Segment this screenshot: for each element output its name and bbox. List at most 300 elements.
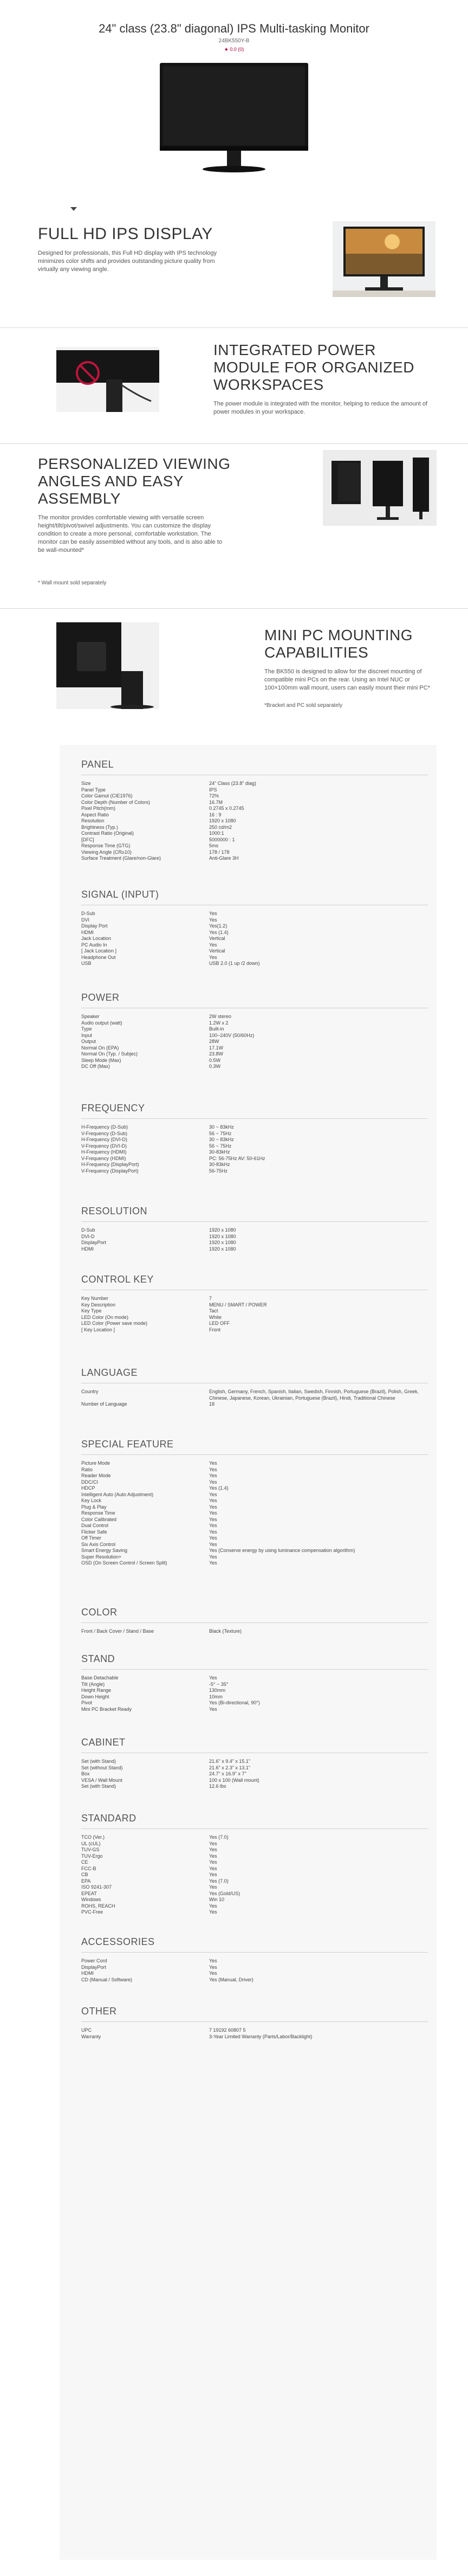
spec-row — [81, 1891, 428, 1897]
spec-value: Yes — [209, 1859, 217, 1865]
spec-label: V-Frequency (DisplayPort) — [81, 1168, 139, 1174]
spec-label: V-Frequency (D-Sub) — [81, 1130, 128, 1136]
spec-value: 10mm — [209, 1693, 223, 1699]
spec-row — [81, 1523, 428, 1529]
spec-value: 12.6 lbs — [209, 1783, 226, 1789]
spec-row — [81, 1051, 428, 1058]
spec-row — [81, 948, 428, 955]
feature-title-line-2: CAPABILITIES — [264, 644, 369, 661]
spec-row — [81, 1124, 428, 1131]
spec-row — [81, 1771, 428, 1778]
spec-value: Yes — [209, 911, 217, 916]
spec-row — [81, 2027, 428, 2034]
spec-row — [81, 1026, 428, 1033]
spec-row — [81, 1909, 428, 1916]
office-monitor-image — [333, 221, 435, 297]
spec-value: 17.1W — [209, 1045, 224, 1051]
spec-label: Set (with Stand) — [81, 1783, 116, 1789]
spec-value: Yes — [209, 1909, 217, 1915]
feature-title-line-3: ASSEMBLY — [38, 490, 121, 507]
spec-power — [81, 992, 428, 1070]
spec-label: Ratio — [81, 1466, 93, 1472]
spec-label: H-Frequency (D-Sub) — [81, 1124, 128, 1130]
spec-value: Tact — [209, 1308, 218, 1313]
spec-value: Yes — [209, 1460, 217, 1466]
spec-label: Windows — [81, 1897, 101, 1902]
feature-description: The monitor provides comfortable viewing with versatile screen height/tilt/pivot/swivel adjustments. You can customize the display condition to create a more personal, comfortable workstation. The monitor can be easily assembled without any tools, and is also able to be wall-mounted* — [38, 514, 222, 553]
spec-value: 56-75Hz — [209, 1168, 228, 1174]
spec-section-title: POWER — [81, 992, 120, 1003]
spec-value: Yes(1.2) — [209, 923, 227, 929]
spec-row — [81, 1535, 428, 1542]
spec-value: English, Germany, French, Spanish, Italian, Swedish, Finnish, Portuguese (Brazil), Polish, Greek, Chinese, Japanese, Korean, Ukrainian, Portuguese (Brazil), Hindi, Traditional Chinese — [209, 1389, 419, 1401]
spec-label: [ Jack Location ] — [81, 948, 117, 954]
spec-label: Off Timer — [81, 1535, 101, 1541]
spec-label: Flicker Safe — [81, 1529, 107, 1535]
spec-label: Pixel Pitch(mm) — [81, 806, 116, 811]
spec-value: 0.2745 x 0.2745 — [209, 806, 244, 811]
spec-value: 16.7M — [209, 799, 223, 805]
spec-value: Built-in — [209, 1026, 224, 1032]
spec-label: HDMI — [81, 1970, 94, 1976]
spec-label: OSD (On Screen Control / Screen Split) — [81, 1560, 167, 1566]
spec-label: V-Frequency (DVI-D) — [81, 1143, 127, 1149]
spec-value: 21.6" x 9.4" x 15.1" — [209, 1759, 251, 1764]
feature-power-module — [0, 331, 468, 450]
spec-row — [81, 1162, 428, 1168]
spec-row — [81, 1302, 428, 1309]
spec-value: Yes — [209, 1554, 217, 1560]
spec-row — [81, 1759, 428, 1765]
spec-resolution — [81, 1206, 428, 1252]
spec-label: Display Port — [81, 923, 108, 929]
spec-value: Yes — [209, 1504, 217, 1510]
feature-title-line-2: ANGLES AND EASY — [38, 473, 184, 490]
spec-label: Set (without Stand) — [81, 1764, 123, 1770]
spec-label: Response Time (GTG) — [81, 843, 131, 848]
spec-label: DVI-D — [81, 1233, 95, 1239]
spec-rows — [81, 1628, 428, 1635]
spec-value: Black (Texture) — [209, 1628, 242, 1634]
spec-value: Yes — [209, 1491, 217, 1497]
spec-row — [81, 1903, 428, 1910]
spec-value: Yes — [209, 917, 217, 923]
power-module-image — [56, 347, 159, 412]
spec-value: Anti-Glare 3H — [209, 855, 239, 861]
product-rating[interactable]: ★ 0.0 (0) — [224, 47, 244, 52]
spec-label: Mini PC Bracket Ready — [81, 1706, 132, 1712]
spec-row — [81, 1700, 428, 1706]
spec-standard — [81, 1813, 428, 1916]
spec-divider — [81, 1454, 428, 1455]
spec-value: Yes (Conserve energy by using luminance compensation algorithm) — [209, 1548, 355, 1553]
spec-row — [81, 942, 428, 949]
spec-value: 100 x 100 (Wall mount) — [209, 1777, 259, 1783]
spec-value: 23.8W — [209, 1051, 224, 1057]
spec-label: Picture Mode — [81, 1460, 110, 1466]
spec-label: Power Cord — [81, 1958, 107, 1963]
spec-rows — [81, 1834, 428, 1916]
spec-accessories — [81, 1936, 428, 1983]
spec-row — [81, 1970, 428, 1977]
spec-section-title: SPECIAL FEATURE — [81, 1439, 174, 1450]
spec-row — [81, 1554, 428, 1561]
spec-row — [81, 1149, 428, 1156]
spec-value: 2W stereo — [209, 1014, 232, 1019]
spec-row — [81, 1033, 428, 1039]
spec-row — [81, 1308, 428, 1315]
spec-row — [81, 1058, 428, 1064]
spec-label: Tilt (Angle) — [81, 1681, 105, 1687]
spec-rows — [81, 1389, 428, 1408]
spec-rows — [81, 1014, 428, 1070]
spec-label: Aspect Ratio — [81, 812, 109, 817]
spec-label: D-Sub — [81, 1227, 95, 1233]
spec-row — [81, 1682, 428, 1688]
spec-section-title: CONTROL KEY — [81, 1274, 154, 1285]
spec-rows — [81, 781, 428, 862]
feature-description: The power module is integrated with the monitor, helping to reduce the amount of power modules in your workspace. — [213, 401, 428, 415]
spec-label: Height Range — [81, 1688, 112, 1693]
spec-row — [81, 1765, 428, 1772]
spec-row — [81, 1137, 428, 1143]
spec-row — [81, 818, 428, 825]
spec-label: Front / Back Cover / Stand / Base — [81, 1628, 154, 1634]
spec-value: Yes — [209, 1529, 217, 1535]
feature-title-line-3: WORKSPACES — [213, 376, 324, 393]
spec-label: Pivot — [81, 1700, 93, 1705]
spec-row — [81, 1485, 428, 1492]
spec-row — [81, 837, 428, 843]
spec-row — [81, 1510, 428, 1517]
spec-row — [81, 1401, 428, 1408]
spec-label: Size — [81, 781, 91, 786]
spec-label: Sleep Mode (Max) — [81, 1057, 121, 1063]
spec-value: 30-83kHz — [209, 1149, 230, 1155]
spec-section-title: FREQUENCY — [81, 1103, 145, 1113]
spec-value: 56 ~ 75Hz — [209, 1143, 232, 1149]
feature-viewing-angles — [0, 450, 468, 613]
spec-label: Color Gamut (CIE1976) — [81, 793, 133, 798]
section-divider — [0, 443, 468, 444]
feature-title-line-2: MODULE FOR ORGANIZED — [213, 359, 414, 376]
spec-rows — [81, 1296, 428, 1333]
spec-row — [81, 1897, 428, 1903]
spec-value: Win 10 — [209, 1897, 225, 1902]
spec-language — [81, 1367, 428, 1408]
spec-row — [81, 1977, 428, 1983]
spec-row — [81, 1143, 428, 1150]
feature-title-line-1: INTEGRATED POWER — [213, 342, 376, 358]
spec-label: H-Frequency (DVI-D) — [81, 1137, 128, 1142]
spec-label: CB — [81, 1872, 88, 1877]
spec-value: Yes (1.4) — [209, 929, 229, 935]
spec-row — [81, 1688, 428, 1694]
spec-label: CD (Manual / Software) — [81, 1976, 133, 1982]
spec-row — [81, 1560, 428, 1567]
spec-value: -5° ~ 35° — [209, 1681, 229, 1687]
spec-row — [81, 1234, 428, 1240]
spec-value: 30 ~ 83kHz — [209, 1137, 234, 1142]
spec-label: Response Time — [81, 1510, 115, 1516]
spec-label: Plug & Play — [81, 1504, 107, 1510]
spec-value: MENU / SMART / POWER — [209, 1302, 267, 1308]
spec-label: Color Depth (Number of Colors) — [81, 799, 151, 805]
spec-value: 0.3W — [209, 1064, 221, 1069]
spec-label: Base Detachable — [81, 1675, 119, 1680]
spec-row — [81, 830, 428, 837]
spec-label: [DFC] — [81, 836, 94, 842]
spec-label: V-Frequency (HDMI) — [81, 1155, 126, 1161]
spec-label: ROHS, REACH — [81, 1903, 115, 1909]
spec-section-title: RESOLUTION — [81, 1206, 148, 1216]
spec-row — [81, 1529, 428, 1536]
spec-label: Panel Type — [81, 787, 106, 793]
spec-row — [81, 1847, 428, 1853]
spec-value: Yes — [209, 1675, 217, 1680]
spec-value: Yes (7.0) — [209, 1878, 229, 1884]
spec-value: USB 2.0 (1 up /2 down) — [209, 961, 260, 966]
spec-row — [81, 1479, 428, 1486]
spec-section-title: COLOR — [81, 1607, 118, 1618]
spec-label: Jack Location — [81, 936, 112, 941]
spec-label: CE — [81, 1859, 88, 1865]
spec-row — [81, 1783, 428, 1790]
feature-title-line-1: MINI PC MOUNTING — [264, 627, 413, 643]
spec-value: Yes (Bi-directional, 90°) — [209, 1700, 260, 1705]
spec-row — [81, 1045, 428, 1052]
spec-row — [81, 1321, 428, 1327]
feature-description: The BK550 is designed to allow for the discreet mounting of compatible mini PCs on the rear. Using an Intel NUC or 100×100mm wall mount, users can easily mount their mini PC* — [264, 668, 430, 691]
spec-signal-input — [81, 889, 428, 967]
spec-section-title: ACCESSORIES — [81, 1936, 155, 1947]
spec-row — [81, 1675, 428, 1682]
spec-row — [81, 1517, 428, 1523]
spec-value: PC: 56-75Hz AV: 50-61Hz — [209, 1155, 265, 1161]
spec-row — [81, 1296, 428, 1302]
spec-value: Yes — [209, 1498, 217, 1503]
spec-label: Box — [81, 1771, 90, 1776]
spec-row — [81, 1706, 428, 1713]
spec-value: 16 : 9 — [209, 812, 222, 817]
spec-label: H-Frequency (DisplayPort) — [81, 1162, 139, 1167]
spec-label: Number of Language — [81, 1401, 127, 1407]
spec-row — [81, 1841, 428, 1847]
spec-label: Contrast Ratio (Original) — [81, 830, 134, 836]
spec-label: Viewing Angle (CR≥10) — [81, 849, 132, 855]
spec-value: Yes — [209, 1958, 217, 1963]
spec-value: IPS — [209, 787, 217, 793]
spec-rows — [81, 1460, 428, 1567]
spec-row — [81, 1504, 428, 1511]
spec-value: 7 — [209, 1296, 212, 1301]
spec-label: TUV-GS — [81, 1847, 100, 1852]
spec-label: Speaker — [81, 1014, 100, 1019]
spec-row — [81, 1542, 428, 1548]
spec-label: USB — [81, 961, 92, 966]
spec-row — [81, 800, 428, 806]
spec-other — [81, 2006, 428, 2040]
spec-value: Yes — [209, 1970, 217, 1976]
spec-section-title: PANEL — [81, 759, 114, 770]
spec-label: Key Type — [81, 1308, 102, 1313]
spec-row — [81, 1853, 428, 1860]
spec-label: DisplayPort — [81, 1964, 107, 1970]
spec-label: LED Color (On mode) — [81, 1314, 129, 1320]
spec-row — [81, 806, 428, 812]
spec-row — [81, 1778, 428, 1784]
spec-value: 1920 x 1080 — [209, 1233, 236, 1239]
spec-special-feature — [81, 1439, 428, 1567]
spec-row — [81, 793, 428, 800]
spec-label: Key Number — [81, 1296, 109, 1301]
spec-row — [81, 1039, 428, 1045]
spec-value: Yes — [209, 1840, 217, 1846]
spec-value: Yes (Gold/US) — [209, 1890, 240, 1896]
spec-value: 100~240V (50/60Hz) — [209, 1032, 255, 1038]
spec-value: 250 cd/m2 — [209, 824, 232, 830]
feature-mini-pc — [0, 613, 468, 732]
spec-label: Super Resolution+ — [81, 1554, 122, 1560]
spec-value: 30-83kHz — [209, 1162, 230, 1167]
spec-label: DisplayPort — [81, 1240, 107, 1245]
spec-value: 21.6" x 2.3" x 13.1" — [209, 1764, 251, 1770]
spec-row — [81, 1872, 428, 1878]
spec-value: 1920 x 1080 — [209, 1227, 236, 1233]
spec-value: Yes — [209, 1466, 217, 1472]
spec-label: Country — [81, 1389, 99, 1394]
spec-label: Brightness (Typ.) — [81, 824, 119, 830]
spec-label: Type — [81, 1026, 92, 1032]
spec-row — [81, 1492, 428, 1498]
spec-rows — [81, 1675, 428, 1712]
spec-label: FCC-B — [81, 1865, 96, 1871]
spec-row — [81, 843, 428, 849]
spec-label: PC Audio In — [81, 942, 107, 948]
spec-value: Yes — [209, 954, 217, 960]
spec-value: 24" Class (23.8" diag) — [209, 781, 256, 786]
spec-label: Audio output (watt) — [81, 1020, 122, 1026]
spec-label: LED Color (Power save mode) — [81, 1321, 148, 1326]
spec-value: Yes — [209, 1847, 217, 1852]
spec-label: VESA / Wall Mount — [81, 1777, 122, 1783]
spec-value: Vertical — [209, 948, 225, 954]
spec-row — [81, 1859, 428, 1866]
spec-label: Headphone Out — [81, 954, 116, 960]
spec-value: Yes — [209, 1479, 217, 1485]
spec-row — [81, 1460, 428, 1467]
spec-label: DC Off (Max) — [81, 1064, 110, 1069]
spec-section-title: STANDARD — [81, 1813, 136, 1824]
spec-label: D-Sub — [81, 911, 95, 916]
spec-label: DDC/CI — [81, 1479, 98, 1485]
spec-color — [81, 1607, 428, 1635]
spec-row — [81, 1467, 428, 1473]
product-model: 24BK550Y-B — [218, 38, 250, 44]
spec-section-title: LANGUAGE — [81, 1367, 138, 1378]
spec-value: LED OFF — [209, 1321, 230, 1326]
spec-label: Input — [81, 1032, 93, 1038]
spec-label: Set (with Stand) — [81, 1759, 116, 1764]
spec-label: ISO 9241-307 — [81, 1884, 112, 1890]
spec-label: Reader Mode — [81, 1473, 111, 1478]
spec-value: 178 / 178 — [209, 849, 230, 855]
spec-value: 3-Year Limited Warranty (Parts/Labor/Backlight) — [209, 2033, 313, 2039]
spec-panel — [81, 759, 428, 862]
spec-row — [81, 1389, 428, 1401]
spec-label: Key Lock — [81, 1498, 102, 1503]
spec-label: Smart Energy Saving — [81, 1548, 128, 1553]
spec-label: EPEAT — [81, 1890, 97, 1896]
spec-row — [81, 1866, 428, 1872]
spec-value: Yes — [209, 1853, 217, 1859]
spec-row — [81, 1131, 428, 1137]
spec-label: Output — [81, 1039, 96, 1044]
spec-value: 24.7" x 16.9" x 7" — [209, 1771, 246, 1776]
spec-label: Dual Control — [81, 1523, 109, 1528]
spec-label: Warranty — [81, 2033, 101, 2039]
spec-label: TCO (Ver.) — [81, 1834, 105, 1840]
spec-divider — [81, 1622, 428, 1623]
spec-value: Yes — [209, 1872, 217, 1877]
spec-value: 1000:1 — [209, 830, 224, 836]
spec-label: HDMI — [81, 929, 94, 935]
spec-row — [81, 1548, 428, 1554]
spec-row — [81, 812, 428, 819]
spec-value: Yes — [209, 1560, 217, 1566]
spec-cabinet — [81, 1737, 428, 1790]
spec-label: Intelligent Auto (Auto Adjustment) — [81, 1491, 154, 1497]
spec-divider — [81, 2021, 428, 2022]
spec-label: Key Description — [81, 1302, 116, 1308]
feature-footnote: *Bracket and PC sold separately — [264, 703, 342, 709]
spec-row — [81, 911, 428, 917]
spec-row — [81, 1064, 428, 1070]
section-divider — [0, 608, 468, 609]
spec-divider — [81, 1118, 428, 1119]
feature-footnote: * Wall mount sold separately — [38, 580, 107, 586]
spec-row — [81, 1694, 428, 1701]
spec-rows — [81, 2027, 428, 2040]
feature-full-hd — [0, 206, 468, 331]
spec-row — [81, 825, 428, 831]
spec-label: PVC-Free — [81, 1909, 103, 1915]
spec-value: Front — [209, 1326, 221, 1332]
spec-value: Vertical — [209, 936, 225, 941]
spec-row — [81, 1884, 428, 1891]
spec-row — [81, 1240, 428, 1246]
spec-section-title: CABINET — [81, 1737, 126, 1748]
product-title: 24" class (23.8" diagonal) IPS Multi-tasking Monitor — [99, 22, 369, 35]
feature-title-line-1: PERSONALIZED VIEWING — [38, 455, 231, 472]
spec-value: Yes — [209, 1884, 217, 1890]
spec-row — [81, 923, 428, 930]
spec-value: Yes (1.4) — [209, 1485, 229, 1491]
spec-row — [81, 1498, 428, 1504]
spec-row — [81, 787, 428, 794]
spec-row — [81, 1014, 428, 1020]
spec-row — [81, 930, 428, 936]
spec-value: 1920 x 1080 — [209, 1246, 236, 1252]
spec-value: Yes — [209, 1541, 217, 1547]
spec-row — [81, 1020, 428, 1027]
spec-divider — [81, 1669, 428, 1670]
spec-label: Surface Treatment (Glare/non-Glare) — [81, 855, 161, 861]
spec-label: Color Calibrated — [81, 1516, 117, 1522]
spec-value: 5ms — [209, 843, 219, 848]
spec-section-title: SIGNAL (INPUT) — [81, 889, 159, 900]
spec-value: 1920 x 1080 — [209, 818, 236, 823]
